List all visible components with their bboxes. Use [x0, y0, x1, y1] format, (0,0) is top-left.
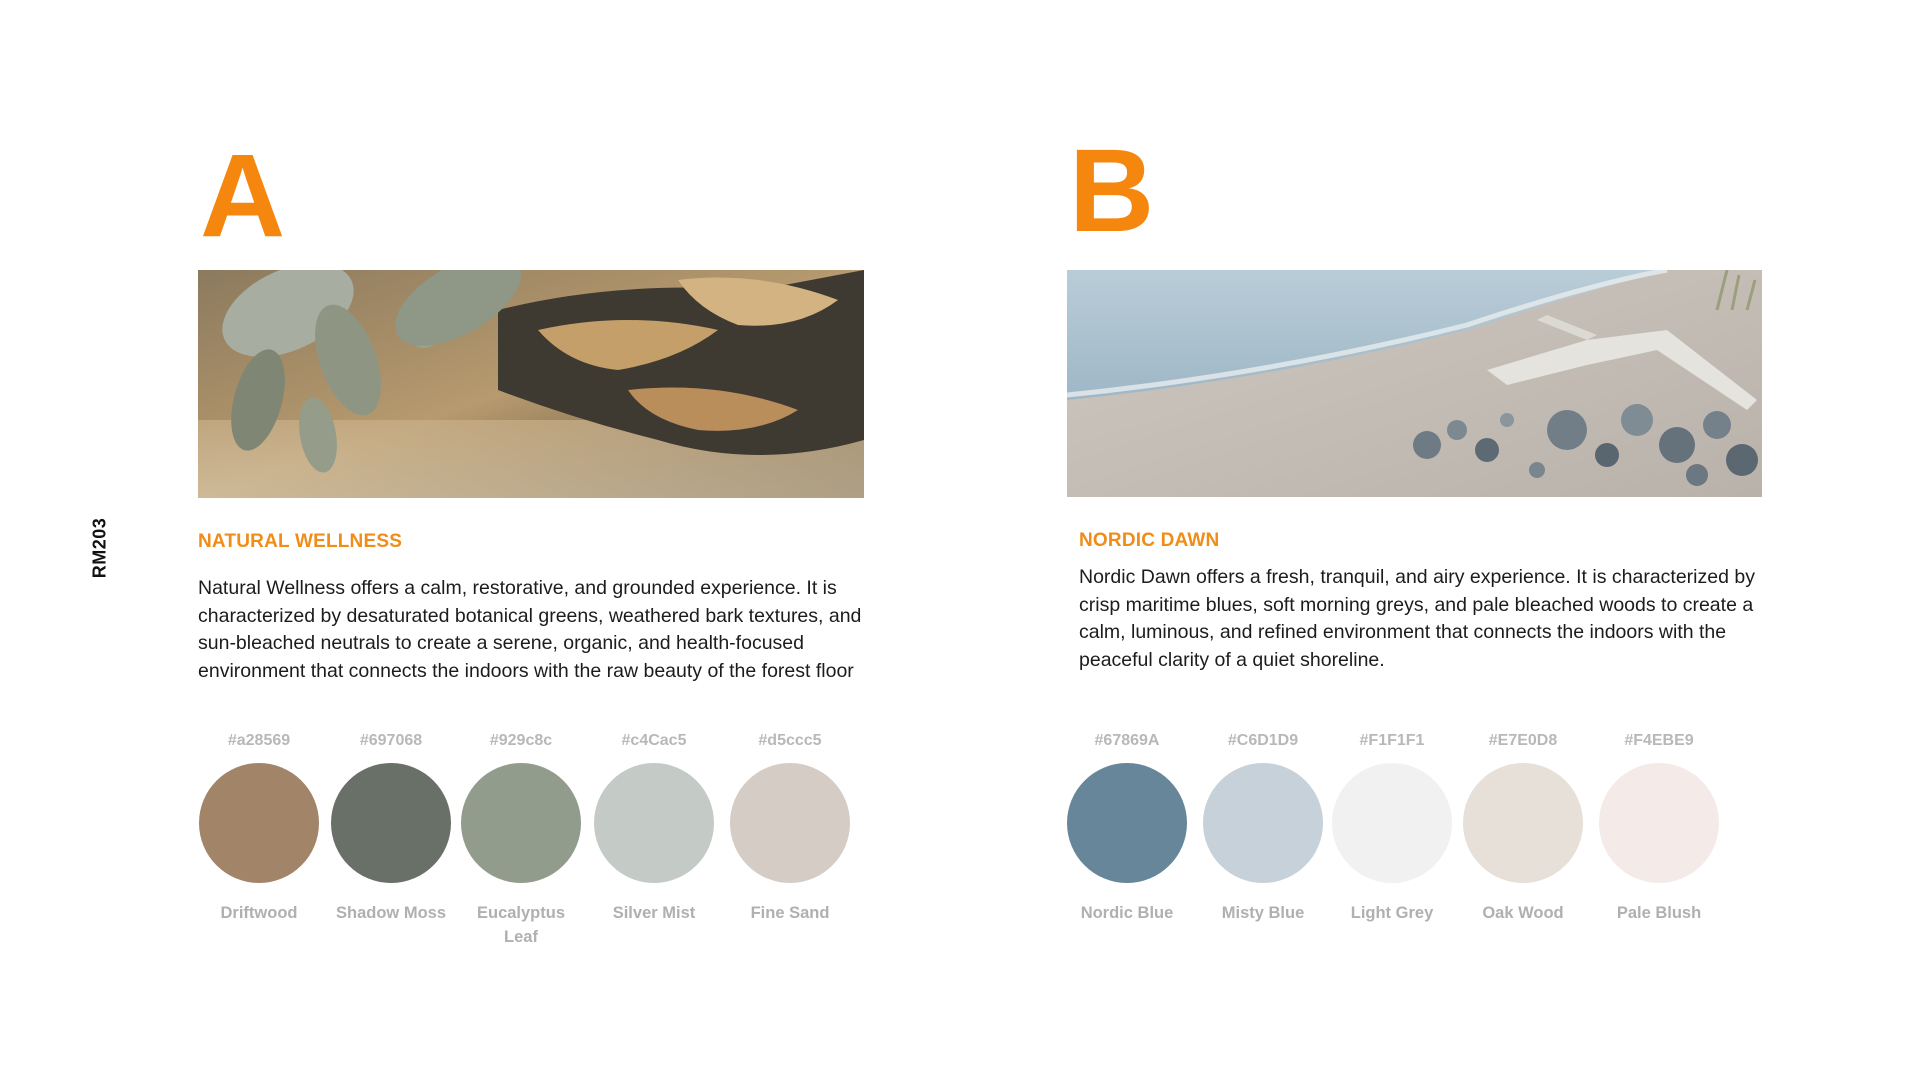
swatch-hex: #929c8c: [489, 732, 553, 749]
swatch-fine-sand: [729, 730, 851, 925]
swatch-eucalyptus-leaf: [460, 730, 582, 949]
color-circle: [331, 763, 451, 883]
swatch-name: Fine Sand: [750, 904, 830, 922]
swatch-hex: #E7E0D8: [1488, 732, 1558, 749]
swatch-name: Light Grey: [1350, 904, 1434, 922]
palette-title: NORDIC DAWN: [1079, 530, 1220, 551]
color-circle: [199, 763, 319, 883]
color-circle: [1463, 763, 1583, 883]
swatch-hex: #c4Cac5: [621, 732, 687, 749]
palette-description: Nordic Dawn offers a fresh, tranquil, and airy experience. It is characterized by crisp maritime blues, soft morning greys, and pale bleached woods to create a calm, luminous, and refined environment that connects the indoors with the peaceful clarity of a quiet shoreline.: [1079, 566, 1755, 671]
swatch-name: Silver Mist: [612, 904, 696, 922]
palette-letter: A: [200, 130, 286, 262]
palette-description: Natural Wellness offers a calm, restorative, and grounded experience. It is characterized by desaturated botanical greens, weathered bark textures, and sun-bleached neutrals to create a serene, organic, and health-focused environment that connects the indoors with the raw beauty of the forest floor: [198, 577, 862, 682]
swatch-name: Pale Blush: [1616, 904, 1702, 922]
swatch-silver-mist: [593, 730, 715, 925]
palette-title: NATURAL WELLNESS: [198, 531, 403, 552]
color-circle: [730, 763, 850, 883]
swatch-name: Nordic Blue: [1080, 904, 1174, 922]
palette-letter: B: [1069, 125, 1155, 257]
swatch-light-grey: [1331, 730, 1453, 925]
swatch-misty-blue: [1202, 730, 1324, 925]
swatch-shadow-moss: [330, 730, 452, 925]
color-circle: [1067, 763, 1187, 883]
swatch-pale-blush: [1598, 730, 1720, 925]
swatch-hex: #F1F1F1: [1359, 732, 1425, 749]
swatch-row: [1067, 730, 1787, 960]
swatch-hex: #67869A: [1094, 732, 1160, 749]
swatch-hex: #F4EBE9: [1624, 732, 1694, 749]
swatch-name: Eucalyptus Leaf: [476, 904, 566, 946]
swatch-hex: #d5ccc5: [758, 732, 822, 749]
swatch-hex: #C6D1D9: [1227, 732, 1299, 749]
room-code-label: RM203: [89, 517, 110, 579]
color-circle: [1599, 763, 1719, 883]
swatch-row: [198, 730, 918, 960]
swatch-oak-wood: [1462, 730, 1584, 925]
swatch-name: Driftwood: [220, 904, 298, 922]
swatch-name: Oak Wood: [1482, 904, 1564, 922]
swatch-nordic-blue: [1066, 730, 1188, 925]
forest-bark-photo: [198, 270, 864, 498]
color-circle: [1332, 763, 1452, 883]
color-circle: [594, 763, 714, 883]
swatch-name: Shadow Moss: [335, 904, 446, 922]
swatch-name: Misty Blue: [1221, 904, 1305, 922]
swatch-driftwood: [198, 730, 320, 925]
color-circle: [1203, 763, 1323, 883]
swatch-hex: #a28569: [227, 732, 291, 749]
color-circle: [461, 763, 581, 883]
beach-driftwood-photo: [1067, 270, 1762, 497]
swatch-hex: #697068: [359, 732, 423, 749]
